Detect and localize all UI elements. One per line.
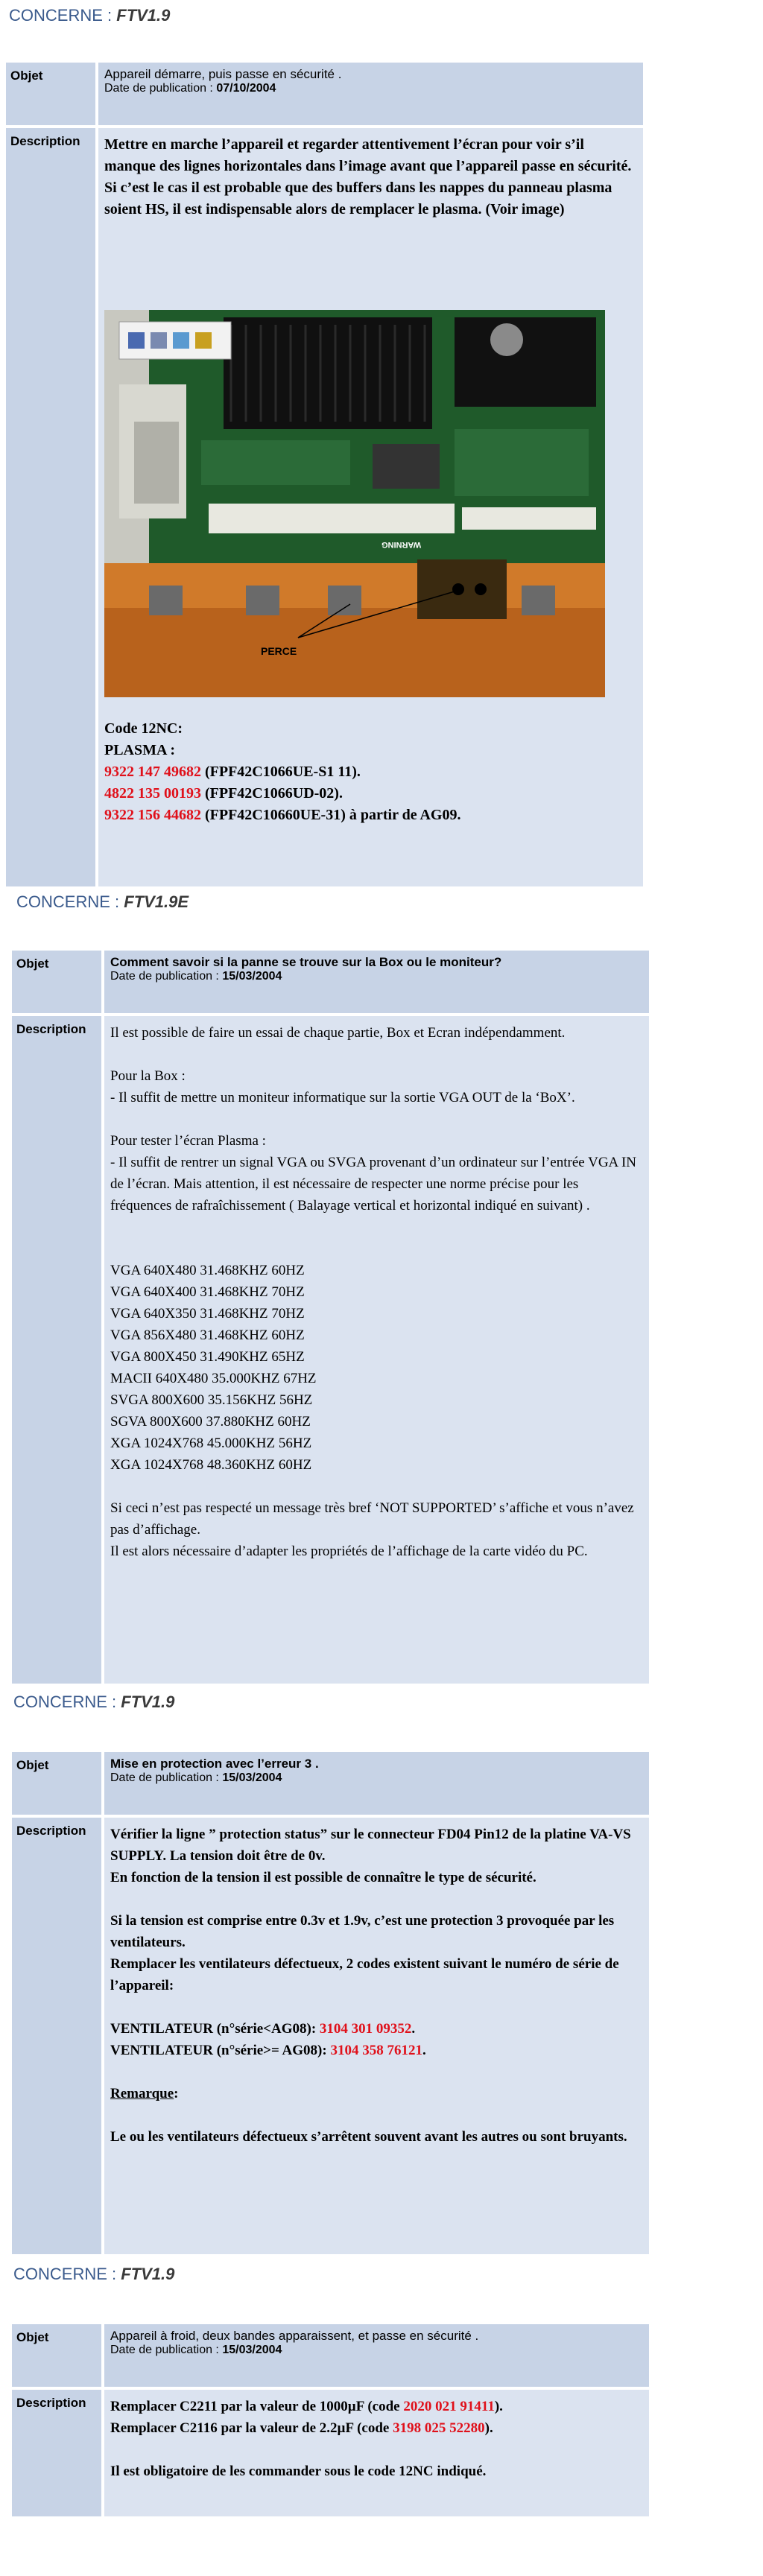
replace-line-2 [110, 2417, 643, 2439]
objet-text: Appareil démarre, puis passe en sécurité . [104, 67, 342, 81]
code-line-3 [104, 805, 461, 826]
pub-date: 15/03/2004 [222, 970, 282, 983]
paragraph-1: Vérifier la ligne ” protection status” sur le connecteur FD04 Pin12 de la platine VA-VS SUPPLY. La tension doit être de 0v. [110, 1827, 631, 1864]
replace-code: 3198 025 52280 [393, 2420, 485, 2436]
section2-table [12, 951, 649, 1684]
objet-cell [104, 2324, 649, 2387]
section3-heading [13, 1693, 174, 1712]
mode-item: VGA 856X480 31.468KHZ 60HZ [110, 1327, 305, 1343]
model-name: FTV1.9E [124, 892, 189, 911]
plasma-board-photo [104, 310, 605, 697]
objet-text: Mise en protection avec l’erreur 3 . [110, 1757, 319, 1771]
description-label: Description [12, 1818, 103, 2254]
code-desc: (FPF42C1066UE-S1 11). [201, 764, 361, 780]
box-title: Pour la Box : [110, 1068, 186, 1084]
pub-date: 07/10/2004 [216, 82, 276, 95]
mode-item: VGA 640X480 31.468KHZ 60HZ [110, 1263, 305, 1278]
screen-title: Pour tester l’écran Plasma : [110, 1133, 266, 1149]
mode-item: MACII 640X480 35.000KHZ 67HZ [110, 1371, 317, 1386]
outro-text-1: Si ceci n’est pas respecté un message très bref ‘NOT SUPPORTED’ s’affiche et vous n’avez pas d’affichage. [110, 1500, 634, 1538]
paragraph-4: Remplacer les ventilateurs défectueux, 2 codes existent suivant le numéro de série de l’appareil: [110, 1956, 619, 1993]
description-label: Description [12, 2390, 103, 2516]
pub-label: Date de publication : [110, 2344, 219, 2356]
order-note: Il est obligatoire de les commander sous le code 12NC indiqué. [110, 2464, 487, 2479]
mode-list [110, 1260, 643, 1476]
objet-text: Appareil à froid, deux bandes apparaissent, et passe en sécurité . [110, 2329, 479, 2343]
section1-table [6, 63, 643, 886]
objet-label: Objet [12, 1752, 103, 1815]
board-illustration [104, 310, 605, 697]
section4-heading [13, 2265, 174, 2284]
desc-paragraph-1: Mettre en marche l’appareil et regarder attentivement l’écran pour voir s’il manque des lignes horizontales dans l’image avant que l’appareil passe en sécurité. [104, 136, 632, 174]
pub-label: Date de publication : [104, 82, 213, 95]
code-desc: (FPF42C1066UD-02). [201, 785, 343, 802]
publication-line [110, 970, 643, 983]
description-cell [104, 1016, 649, 1684]
model-name: FTV1.9 [121, 1693, 175, 1711]
objet-cell [98, 63, 643, 125]
pub-date: 15/03/2004 [222, 2344, 282, 2356]
pub-label: Date de publication : [110, 970, 219, 983]
publication-line [104, 82, 637, 95]
fan-line-2: VENTILATEUR (n°série>= AG08): 3104 358 76121. [110, 2043, 426, 2058]
code-value: 9322 147 49682 [104, 764, 201, 780]
description-label: Description [6, 128, 97, 886]
code-line-1 [104, 761, 461, 783]
objet-cell [104, 1752, 649, 1815]
mode-item: SVGA 800X600 35.156KHZ 56HZ [110, 1392, 313, 1408]
replace-end: ). [484, 2420, 493, 2436]
intro-text: Il est possible de faire un essai de chaque partie, Box et Ecran indépendamment. [110, 1025, 566, 1041]
description-cell [104, 1818, 649, 2254]
screen-text: - Il suffit de rentrer un signal VGA ou SVGA provenant d’un ordinateur sur l’entrée VGA IN de l’écran. Mais attention, il est nécessaire de respecter une norme précise pour les fréquences de rafraîchissement ( Balayage vertical et horizontal indiqué en suivant) . [110, 1155, 637, 1214]
code-value: 4822 135 00193 [104, 785, 201, 802]
concerne-label: CONCERNE : [13, 1693, 117, 1711]
concerne-label: CONCERNE : [13, 2265, 117, 2283]
mode-item: SGVA 800X600 37.880KHZ 60HZ [110, 1414, 311, 1430]
mode-item: XGA 1024X768 48.360KHZ 60HZ [110, 1457, 312, 1473]
section2-heading [16, 892, 189, 912]
code-value: 9322 156 44682 [104, 807, 201, 823]
fan-label: VENTILATEUR (n°série<AG08): [110, 2021, 320, 2037]
code-block [104, 718, 461, 826]
fan-label: VENTILATEUR (n°série>= AG08): [110, 2043, 331, 2058]
description-cell [98, 128, 643, 886]
fan-code: 3104 358 76121 [330, 2043, 422, 2058]
paragraph-5: Le ou les ventilateurs défectueux s’arrêtent souvent avant les autres ou sont bruyants. [110, 2129, 627, 2145]
publication-line [110, 2344, 643, 2357]
remark-label: Remarque [110, 2086, 174, 2101]
mode-item: VGA 800X450 31.490KHZ 65HZ [110, 1349, 305, 1365]
photo-warning-label: WARNING [382, 540, 422, 549]
pub-date: 15/03/2004 [222, 1771, 282, 1784]
photo-perce-label: PERCE [261, 645, 297, 657]
model-name: FTV1.9 [116, 6, 171, 25]
replace-text: Remplacer C2116 par la valeur de 2.2µF (code [110, 2420, 393, 2436]
outro-text-2: Il est alors nécessaire d’adapter les propriétés de l’affichage de la carte vidéo du PC. [110, 1544, 588, 1559]
code-title: Code 12NC: [104, 720, 183, 737]
concerne-label: CONCERNE : [16, 892, 120, 911]
replace-text: Remplacer C2211 par la valeur de 1000µF (code [110, 2399, 404, 2414]
mode-item: VGA 640X350 31.468KHZ 70HZ [110, 1306, 305, 1322]
remark-line: Remarque: [110, 2086, 179, 2101]
model-name: FTV1.9 [121, 2265, 175, 2283]
replace-line-1 [110, 2396, 643, 2417]
section3-table [12, 1752, 649, 2254]
publication-line [110, 1771, 643, 1785]
code-line-2 [104, 783, 461, 805]
mode-item: XGA 1024X768 45.000KHZ 56HZ [110, 1435, 312, 1451]
paragraph-3: Si la tension est comprise entre 0.3v et 1.9v, c’est une protection 3 provoquée par les ventilateurs. [110, 1913, 615, 1950]
concerne-label: CONCERNE : [9, 6, 113, 25]
paragraph-2: En fonction de la tension il est possible de connaître le type de sécurité. [110, 1870, 536, 1885]
replace-code: 2020 021 91411 [403, 2399, 495, 2414]
code-desc: (FPF42C10660UE-31) à partir de AG09. [201, 807, 461, 823]
plasma-label: PLASMA : [104, 742, 175, 758]
pub-label: Date de publication : [110, 1771, 219, 1784]
objet-label: Objet [12, 951, 103, 1013]
section1-heading [9, 6, 170, 25]
objet-label: Objet [12, 2324, 103, 2387]
section4-table [12, 2324, 649, 2516]
mode-item: VGA 640X400 31.468KHZ 70HZ [110, 1284, 305, 1300]
replace-end: ). [494, 2399, 503, 2414]
fan-code: 3104 301 09352 [319, 2021, 412, 2037]
fan-line-1: VENTILATEUR (n°série<AG08): 3104 301 09352. [110, 2021, 416, 2037]
desc-paragraph-2: Si c’est le cas il est probable que des buffers dans les nappes du panneau plasma soient HS, il est indispensable alors de remplacer le plasma. (Voir image) [104, 180, 612, 218]
description-label: Description [12, 1016, 103, 1684]
objet-text: Comment savoir si la panne se trouve sur la Box ou le moniteur? [110, 955, 502, 969]
objet-label: Objet [6, 63, 97, 125]
box-text: - Il suffit de mettre un moniteur informatique sur la sortie VGA OUT de la ‘BoX’. [110, 1090, 575, 1105]
objet-cell [104, 951, 649, 1013]
description-cell [104, 2390, 649, 2516]
